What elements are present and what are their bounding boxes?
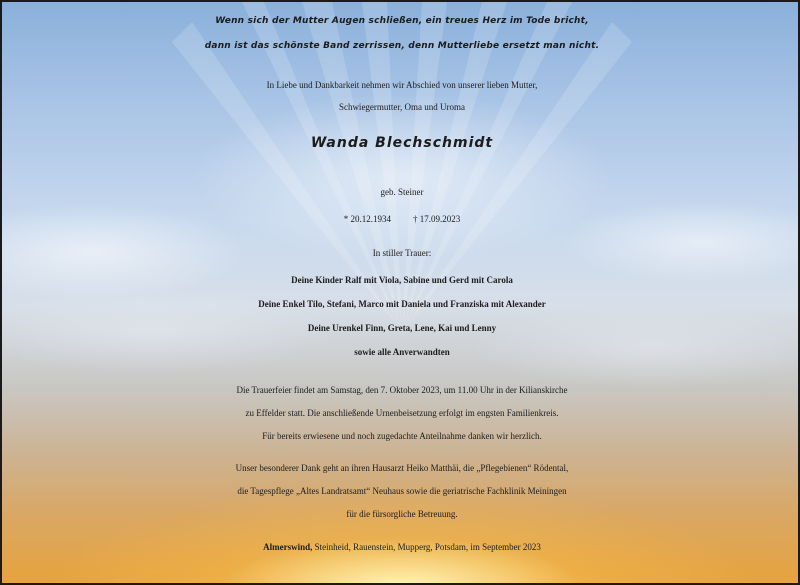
footer-line	[2, 542, 800, 552]
thanks-line-1: Unser besonderer Dank geht an ihren Hausarzt Heiko Matthäi, die „Pflegebienen“ Rödental,	[235, 463, 569, 473]
life-dates	[2, 214, 800, 224]
maiden-name: geb. Steiner	[380, 187, 424, 197]
ceremony-line-3: Für bereits erwiesene und noch zugedachte Anteilnahme danken wir herzlich.	[262, 431, 542, 441]
ceremony-line-2: zu Effelder statt. Die anschließende Urnenbeisetzung erfolgt im engsten Familienkreis.	[245, 408, 559, 418]
motto-line-2: dann ist das schönste Band zerrissen, denn Mutterliebe ersetzt man nicht.	[204, 41, 600, 51]
intro-line-1: In Liebe und Dankbarkeit nehmen wir Abschied von unserer lieben Mutter,	[266, 80, 538, 90]
mourners-heading: In stiller Trauer:	[372, 248, 432, 258]
deceased-name: Wanda Blechschmidt	[310, 135, 494, 151]
birth-date: * 20.12.1934	[343, 214, 391, 224]
intro-line-2: Schwiegermutter, Oma und Uroma	[338, 102, 466, 112]
thanks-line-2: die Tagespflege „Altes Landratsamt“ Neuhaus sowie die geriatrische Fachklinik Meiningen	[237, 486, 567, 496]
ceremony-line-1: Die Trauerfeier findet am Samstag, den 7. Oktober 2023, um 11.00 Uhr in der Kilianskirche	[236, 385, 568, 395]
mourners-line-1: Deine Kinder Ralf mit Viola, Sabine und Gerd mit Carola	[291, 275, 513, 285]
mourners-line-3: Deine Urenkel Finn, Greta, Lene, Kai und Lenny	[307, 323, 497, 333]
thanks-line-3: für die fürsorgliche Betreuung.	[346, 509, 458, 519]
motto-line-1: Wenn sich der Mutter Augen schließen, ein treues Herz im Tode bricht,	[215, 16, 589, 26]
mourners-line-4: sowie alle Anverwandten	[354, 347, 450, 357]
footer-place: Almerswind,	[263, 542, 313, 552]
death-date: † 17.09.2023	[413, 214, 461, 224]
mourners-line-2: Deine Enkel Tilo, Stefani, Marco mit Daniela und Franziska mit Alexander	[258, 299, 546, 309]
footer-places-date: Steinheid, Rauenstein, Mupperg, Potsdam, im September 2023	[312, 542, 541, 552]
